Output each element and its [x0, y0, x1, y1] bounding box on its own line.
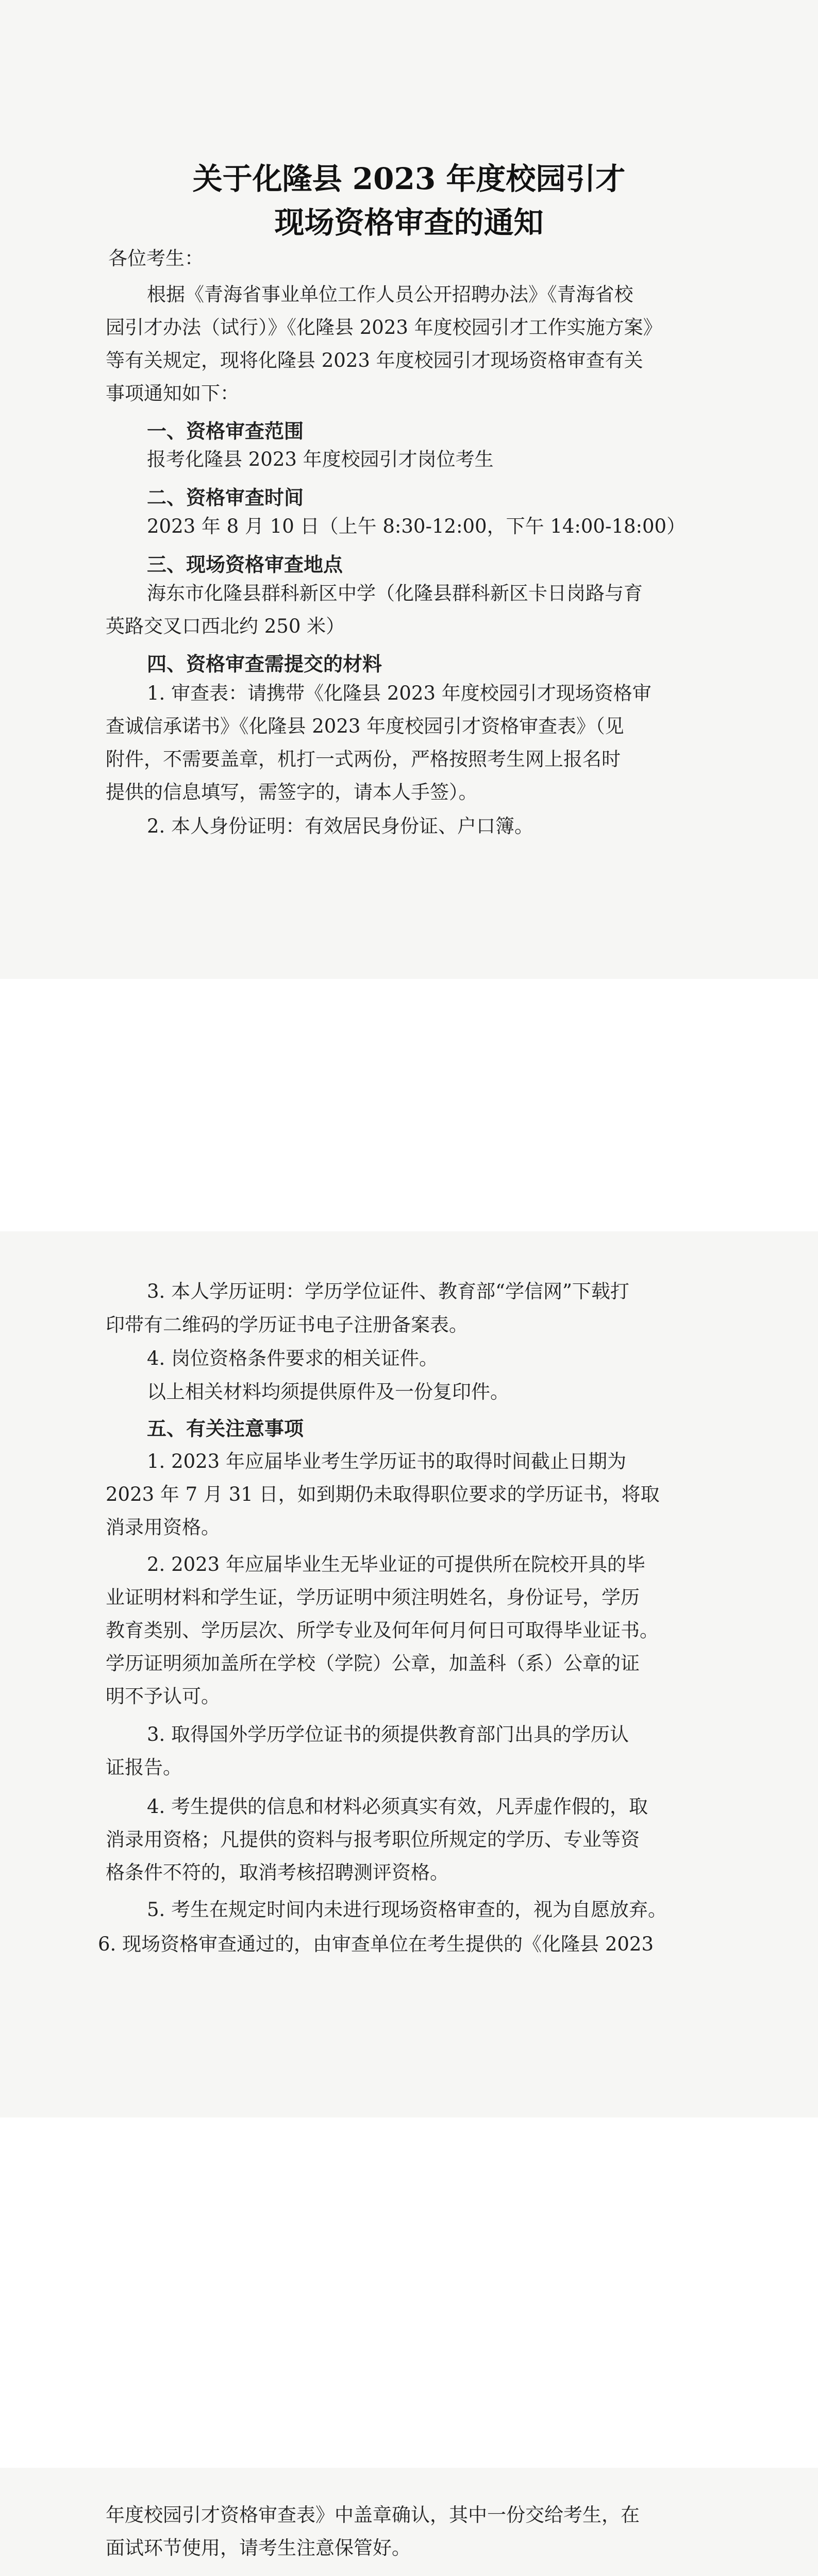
notes-item2-line: 2. 2023 年应届毕业生无毕业证的可提供所在院校开具的毕 — [147, 1553, 645, 1575]
notes-item6-line: 年度校园引才资格审查表》中盖章确认，其中一份交给考生，在 — [106, 2504, 640, 2526]
document-title-line-1: 关于化隆县 2023 年度校园引才 — [192, 161, 626, 196]
intro-line: 根据《青海省事业单位工作人员公开招聘办法》《青海省校 — [147, 283, 633, 306]
section-heading-time: 二、资格审查时间 — [147, 486, 304, 509]
section-heading-notes: 五、有关注意事项 — [147, 1417, 304, 1440]
notes-item6-line: 面试环节使用，请考生注意保管好。 — [106, 2537, 411, 2559]
document-title-line-2: 现场资格审查的通知 — [274, 205, 544, 240]
notes-item4-line: 4. 考生提供的信息和材料必须真实有效，凡弄虚作假的，取 — [147, 1795, 648, 1818]
notes-item4-line: 格条件不符的，取消考核招聘测评资格。 — [106, 1861, 449, 1884]
section-heading-materials: 四、资格审查需提交的材料 — [147, 652, 382, 675]
materials-item3-line: 3. 本人学历证明：学历学位证件、教育部“学信网”下载打 — [147, 1280, 629, 1302]
location-line: 英路交叉口西北约 250 米） — [106, 615, 345, 637]
notes-item2-line: 学历证明须加盖所在学校（学院）公章，加盖科（系）公章的证 — [106, 1652, 640, 1674]
materials-item1-line: 附件，不需要盖章，机打一式两份，严格按照考生网上报名时 — [106, 748, 621, 770]
notes-item2-line: 业证明材料和学生证，学历证明中须注明姓名，身份证号，学历 — [106, 1586, 640, 1608]
section-text-scope: 报考化隆县 2023 年度校园引才岗位考生 — [147, 448, 494, 470]
materials-item2: 2. 本人身份证明：有效居民身份证、户口簿。 — [147, 815, 534, 837]
notes-item1-line: 消录用资格。 — [106, 1516, 220, 1538]
intro-line: 等有关规定，现将化隆县 2023 年度校园引才现场资格审查有关 — [106, 349, 643, 371]
notes-item1-line: 1. 2023 年应届毕业考生学历证书的取得时间截止日期为 — [147, 1450, 626, 1472]
notes-item3-line: 3. 取得国外学历学位证书的须提供教育部门出具的学历认 — [147, 1723, 629, 1745]
notes-item5: 5. 考生在规定时间内未进行现场资格审查的，视为自愿放弃。 — [147, 1899, 667, 1921]
location-line: 海东市化隆县群科新区中学（化隆县群科新区卡日岗路与育 — [147, 582, 643, 604]
notes-item4-line: 消录用资格；凡提供的资料与报考职位所规定的学历、专业等资 — [106, 1828, 640, 1851]
notes-item3-line: 证报告。 — [106, 1756, 182, 1778]
materials-item4: 4. 岗位资格条件要求的相关证件。 — [147, 1347, 439, 1369]
materials-item3-line: 印带有二维码的学历证书电子注册备案表。 — [106, 1314, 468, 1336]
notes-item2-line: 教育类别、学历层次、所学专业及何年何月何日可取得毕业证书。 — [106, 1619, 659, 1641]
notes-item1-line: 2023 年 7 月 31 日，如到期仍未取得职位要求的学历证书，将取 — [106, 1483, 660, 1505]
materials-item1-line: 1. 审查表：请携带《化隆县 2023 年度校园引才现场资格审 — [147, 682, 652, 704]
other-matters-line — [147, 2571, 646, 2576]
intro-line: 事项通知如下： — [106, 382, 239, 404]
section-heading-scope: 一、资格审查范围 — [147, 419, 304, 443]
materials-note: 以上相关材料均须提供原件及一份复印件。 — [147, 1381, 509, 1403]
section-text-time: 2023 年 8 月 10 日（上午 8:30-12:00，下午 14:00-18:00） — [147, 515, 686, 537]
materials-item1-line: 提供的信息填写，需签字的，请本人手签）。 — [106, 781, 478, 803]
intro-line: 园引才办法（试行）》《化隆县 2023 年度校园引才工作实施方案》 — [106, 316, 662, 338]
salutation: 各位考生： — [108, 247, 204, 269]
notes-item2-line: 明不予认可。 — [106, 1685, 220, 1707]
section-heading-location: 三、现场资格审查地点 — [147, 553, 343, 576]
notes-item6-start: 6. 现场资格审查通过的，由审查单位在考生提供的《化隆县 2023 — [98, 1933, 654, 1955]
materials-item1-line: 查诚信承诺书》《化隆县 2023 年度校园引才资格审查表》（见 — [106, 715, 624, 737]
